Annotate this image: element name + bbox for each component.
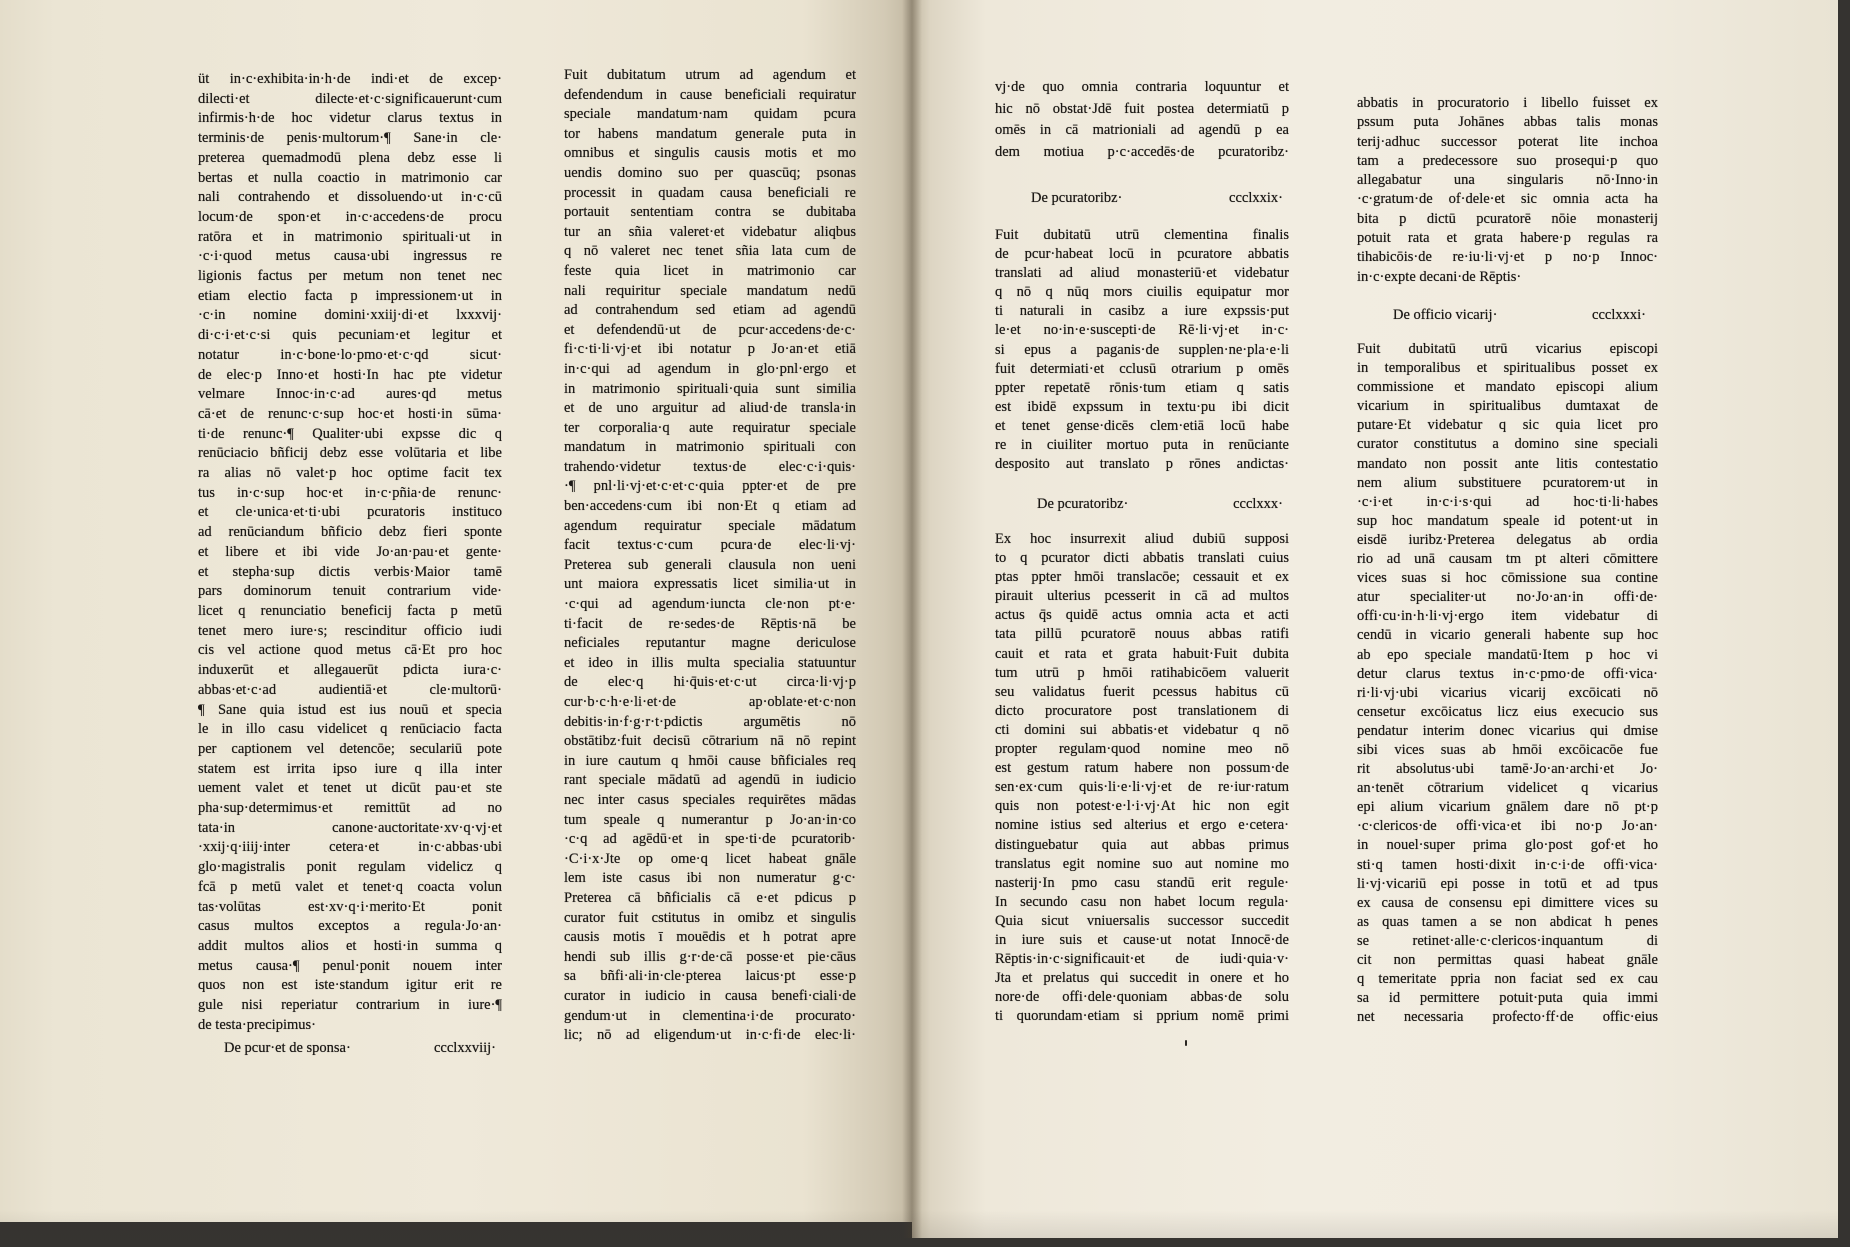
text-line: in·c·qui ad agendum in glo·pnl·ergo et <box>564 360 856 377</box>
text-line: ¶ Sane quia istud est ius nouū et specia <box>198 701 502 718</box>
text-line: seu validatus fuerit pcessus habitus cū <box>995 683 1289 700</box>
text-line: ppter repetatē rōnis·tum etiam q satis <box>995 379 1289 396</box>
text-line: ·c·i·quod metus causa·ubi ingressus re <box>198 248 502 265</box>
text-line: de elec·p Inno·et hosti·In hac pte videtur <box>198 366 502 383</box>
text-line: potuit rata et grata habere·p regulas ra <box>1357 230 1658 247</box>
text-line: cendū in vicario generali habente sup hoc <box>1357 627 1658 644</box>
text-line: etiam electio facta p impressionem·ut in <box>198 287 502 304</box>
text-line: ligionis factus per metum non tenet nec <box>198 268 502 285</box>
text-line: ra alias nō valet·p hoc optime facit tex <box>198 465 502 482</box>
text-line: in nouel·super prima glo·post gof·et ho <box>1357 837 1658 854</box>
paragraph <box>995 226 1289 474</box>
text-line: abbas·et·c·ad audientiā·et cle·multorū· <box>198 681 502 698</box>
text-line: sti·q tamen hosti·dixit in·c·i·de offi·vica· <box>1357 856 1658 873</box>
text-line: re in ciuiliter mortuo puta in renūciante <box>995 437 1289 454</box>
text-line: tur an sñia valeret·et videbatur aliqbus <box>564 223 856 240</box>
text-line: detur clarus textus in·c·pmo·de offi·vica· <box>1357 665 1658 682</box>
text-line: cur·b·c·h·e·li·et·de ap·oblate·et·c·non <box>564 694 856 710</box>
heading-number: ccclxxxi· <box>1592 307 1646 323</box>
text-line: glo·magistralis ponit regulam videlicz q <box>198 859 502 876</box>
text-line: ti·de renunc·¶ Qualiter·ubi expsse dic q <box>198 425 502 442</box>
text-line: q temeritate ppria non faciat sed ex cau <box>1357 971 1658 988</box>
text-line: Fuit dubitatum utrum ad agendum et <box>564 67 856 83</box>
text-line: rio ad unā causam tm pt alteri cōmittere <box>1357 551 1658 568</box>
text-line: ·c·q ad agēdū·et in spe·ti·de pcuratorib· <box>564 831 856 848</box>
text-line: ter corporalia·q aute requiratur speciale <box>564 419 856 436</box>
text-line: pssum puta Johānes abbas talis monas <box>1357 114 1658 131</box>
text-line: et stepha·sup dictis verbis·Maior tamē <box>198 563 502 580</box>
text-line: pirauit ulterius pcesserit in cā ad multos <box>995 588 1289 605</box>
text-line: in iure cautum q hmōi cause bñficiales req <box>564 752 856 769</box>
text-line: feste quia licet in matrimonio car <box>564 262 856 279</box>
text-line: nore·de offi·dele·quoniam abbas·de solu <box>995 989 1289 1006</box>
heading-number: ccclxxix· <box>1229 190 1283 206</box>
paragraph <box>995 77 1289 163</box>
text-line: hendi sub illis g·r·de·cā posse·et pie·cāus <box>564 948 856 965</box>
text-line: neficiales reputantur magne dericulose <box>564 635 856 652</box>
text-line: dem motiua p·c·accedēs·de pcuratoribz· <box>995 143 1289 160</box>
text-line: infirmis·h·de hoc videtur clarus textus in <box>198 110 502 127</box>
text-line: omnibus et singulis causis motis et mo <box>564 145 856 162</box>
text-line: as quas tamen a se non abdicat h penes <box>1357 913 1658 930</box>
text-line: nem alium substituere pcuratorem·ut in <box>1357 474 1658 491</box>
text-line: de pcur·habeat locū in pcuratore abbatis <box>995 246 1289 263</box>
text-line: sa id permittere potuit·puta quia immi <box>1357 990 1658 1007</box>
text-column-1 <box>198 0 502 1200</box>
text-line: induxerūt et allegauerūt pdicta iura·c· <box>198 662 502 679</box>
text-line: ti naturali in casibz a iure expssis·put <box>995 303 1289 320</box>
section-heading <box>995 188 1289 208</box>
text-line: curator in iudicio in causa benefi·ciali·de <box>564 987 856 1004</box>
text-line: to q pcurator dicti abbatis translati cuius <box>995 550 1289 567</box>
text-line: addit multos alios et hosti·in summa q <box>198 937 502 954</box>
text-line: ratōra et in matrimonio spirituali·ut in <box>198 228 502 245</box>
text-line: si epus a paganis·de supplen·ne·pla·e·li <box>995 341 1289 358</box>
text-line: bita p dictū pcuratorē nōie monasterij <box>1357 210 1658 227</box>
text-line: ex causa de consensu epi dimittere vices su <box>1357 894 1658 911</box>
text-line: obstātibz·fuit decisū cōtrarium nā nō repint <box>564 733 856 750</box>
text-line: in temporalibus et spiritualibus posset ex <box>1357 360 1658 377</box>
text-line: epi alium vicarium gnālem dare nō pt·p <box>1357 799 1658 816</box>
text-line: le·et no·in·e·suscepti·de Rē·li·vj·et in·c· <box>995 322 1289 339</box>
text-line: desposito aut translato p rōnes andictas· <box>995 456 1289 473</box>
paragraph <box>564 66 856 1046</box>
text-line: defendendum in cause beneficiali requiratur <box>564 86 856 103</box>
text-line: lic; nō ad eligendum·ut in·c·fi·de elec·li· <box>564 1027 856 1044</box>
text-line: fi·c·ti·li·vj·et ibi notatur p Jo·an·et etiā <box>564 341 856 358</box>
text-line: preterea quemadmodū plena debz esse li <box>198 149 502 166</box>
text-line: processit in quadam causa beneficiali re <box>564 184 856 201</box>
text-line: agendum requiratur speciale mādatum <box>564 517 856 534</box>
text-line: nec inter casus speciales requirētes mādas <box>564 791 856 808</box>
text-line: pendatur interim donec vicarius qui dmise <box>1357 722 1658 739</box>
text-line: tus in·c·sup hoc·et in·c·pñia·de renunc· <box>198 484 502 501</box>
text-line: et defendendū·ut de pcur·accedens·de·c· <box>564 321 856 338</box>
text-line: trahendo·videtur textus·de elec·c·i·quis· <box>564 458 856 475</box>
text-line: translatus egit nomine suo aut nomine mo <box>995 855 1289 872</box>
text-line: Preterea sub generali clausula non ueni <box>564 556 856 573</box>
heading-number: ccclxxx· <box>1233 496 1283 512</box>
text-line: et ideo in illis multa specialia statuuntur <box>564 654 856 671</box>
text-line: actus q̄s quidē actus omnia acta et acti <box>995 607 1289 624</box>
text-line: propter regulam·quod nomine meo nō <box>995 741 1289 758</box>
text-line: pars dominorum tenuit contrarium vide· <box>198 583 502 600</box>
text-line: in·c·expte decani·de Rēptis· <box>1357 268 1522 285</box>
text-line: lem iste casus ibi non numeratur g·c· <box>564 870 856 887</box>
paragraph <box>198 70 502 1035</box>
text-line: tor habens mandatum generale puta in <box>564 125 856 142</box>
text-line: ad renūciandum bñficio debz fieri sponte <box>198 524 502 541</box>
text-line: tenet mero iure·s; rescinditur officio iudi <box>198 622 502 639</box>
section-heading <box>198 1038 502 1058</box>
text-line: dicto procuratore post translationem di <box>995 702 1289 719</box>
text-line: tata pillū pcuratorē nouus abbas ratifi <box>995 626 1289 643</box>
text-line: nomine istius sed alterius et ergo e·cetera· <box>995 817 1289 834</box>
text-line: tam a predecessore suo prosequi·p quo <box>1357 152 1658 169</box>
paragraph <box>1357 340 1658 1027</box>
text-line: Fuit dubitatū utrū clementina finalis <box>995 227 1289 243</box>
heading-title: De officio vicarij· <box>1393 307 1498 323</box>
text-line: notatur in·c·bone·lo·pmo·et·c·qd sicut· <box>198 346 502 363</box>
text-line: metus causa·¶ penul·ponit nouem inter <box>198 957 502 974</box>
text-line: hic nō obstat·Jdē fuit postea determiatū p <box>995 100 1289 117</box>
text-line: le in illo casu videlicet q renūciacio facta <box>198 721 502 738</box>
text-line: causis motis ī mouēdis et h potrat apre <box>564 929 856 946</box>
text-line: cis vel actione quod metus cā·Et pro hoc <box>198 642 502 659</box>
text-line: cauit et rata et grata habuit·Fuit dubita <box>995 645 1289 662</box>
text-line: tum speale q numerantur p Jo·an·in·co <box>564 811 856 828</box>
text-line: eisdē iuribz·Preterea delegatus ab ordia <box>1357 531 1658 548</box>
heading-number: ccclxxviij· <box>433 1040 496 1056</box>
text-line: vj·de quo omnia contraria loquuntur et <box>995 79 1289 95</box>
text-line: et cle·unica·et·ti·ubi pcuratoris instituco <box>198 504 502 521</box>
text-line: curator fuit cstitutus in omibz et singulis <box>564 909 856 926</box>
text-line: an·tenēt cōtrarium videlicet q vicarius <box>1357 780 1658 797</box>
text-line: curator constitutus a domino sine speciali <box>1357 436 1658 453</box>
text-line: ptas ppter hmōi translacōe; cessauit et ex <box>995 569 1289 586</box>
text-line: omēs in cā matrioniali ad agendū p ea <box>995 122 1289 138</box>
text-line: vicarium in spiritualibus dumtaxat de <box>1357 398 1658 415</box>
text-line: dilecti·et dilecte·et·c·significauerunt·cum <box>198 90 502 107</box>
text-column-2 <box>564 0 856 1200</box>
text-line: se retinet·alle·c·clericos·inquantum di <box>1357 932 1658 949</box>
text-line: terij·adhuc successor poterat lite inchoa <box>1357 133 1658 150</box>
text-line: cā·et de renunc·c·sup hoc·et hosti·in sūma· <box>198 405 502 422</box>
text-line: li·vj·vicariū epi posse in totū et ad tpus <box>1357 875 1658 892</box>
text-line: ti quorundam·etiam si pprium nomē primi <box>995 1008 1289 1025</box>
text-line: ti·facit de re·sedes·de Rēptis·nā be <box>564 615 856 632</box>
text-line: net necessaria profecto·ff·de offic·eius <box>1357 1009 1658 1026</box>
text-line: est ibidē expssum in textu·pu ibi dicit <box>995 398 1289 415</box>
text-line: et tenet gense·dicēs clem·etiā locū habe <box>995 417 1289 434</box>
text-line: tata·in canone·auctoritate·xv·q·vj·et <box>198 819 502 836</box>
text-line: velmare Innoc·in·c·ad aures·qd metus <box>198 386 502 403</box>
text-line: ·c·gratum·de of·dele·et sic omnia acta ha <box>1357 191 1658 208</box>
text-line: gule nisi reperiatur contrarium in iure·¶ <box>198 997 502 1014</box>
section-heading <box>1357 305 1658 325</box>
text-line: tihabicōis·de re·iu·li·vj·et p no·p Innoc· <box>1357 249 1658 266</box>
text-line: et de uno arguitur ad aliud·de transla·in <box>564 400 856 417</box>
text-line: rant speciale mādatū ad agendū in iudicio <box>564 772 856 789</box>
paragraph <box>1357 94 1658 287</box>
text-line: ad contrahendum sed etiam ad agendū <box>564 302 856 319</box>
text-line: casus multos exceptos a regula·Jo·an· <box>198 918 502 935</box>
text-line: mandato non possit ante litis contestatio <box>1357 455 1658 472</box>
text-line: et libere et ibi vide Jo·an·pau·et gente· <box>198 543 502 560</box>
text-line: mandatum in matrimonio spirituali con <box>564 439 856 456</box>
text-line: uendis domino suo per quascūq; psonas <box>564 164 856 181</box>
text-line: est gestum ratum habere non possum·de <box>995 760 1289 777</box>
text-line: ·c·clericos·de offi·vica·et ibi no·p Jo·an· <box>1357 818 1658 835</box>
text-line: debitis·in·f·g·r·t·pdictis argumētis nō <box>564 713 856 730</box>
text-line: de testa·precipimus· <box>198 1016 316 1033</box>
text-line: nali contrahendo et dissoluendo·ut in·c·cū <box>198 189 502 206</box>
text-line: cti domini sui abbatis·et videbatur q nō <box>995 721 1289 738</box>
text-line: gendum·ut in clementina·i·de procurato· <box>564 1007 856 1024</box>
text-line: ben·accedens·cum ibi non·Et q etiam ad <box>564 498 856 515</box>
text-line: Preterea cā bñficialis cā e·et pdicus p <box>564 889 856 906</box>
text-line: q nō q nūq mors ciuilis equipatur mor <box>995 284 1289 301</box>
text-line: pha·sup·determimus·et remittūt ad no <box>198 800 502 817</box>
text-line: ·c·in nomine domini·xxiij·di·et lxxxvij· <box>198 307 502 324</box>
text-line: Ex hoc insurrexit aliud dubiū supposi <box>995 531 1289 547</box>
gutter-shadow <box>902 0 922 1238</box>
text-line: commissione et mandato episcopi alium <box>1357 379 1658 396</box>
signature-mark <box>1185 1040 1187 1046</box>
text-line: vices suas si hoc cōmissione sua contine <box>1357 570 1658 587</box>
text-line: fuit determiati·et cclusū otrarium p omēs <box>995 360 1289 377</box>
text-line: quis non potest·e·l·i·vj·At hic non egit <box>995 798 1289 815</box>
heading-title: De pcur·et de sponsa· <box>224 1040 351 1056</box>
text-line: ·c·i·et in·c·i·s·qui ad hoc·ti·li·habes <box>1357 493 1658 510</box>
section-heading <box>995 494 1289 514</box>
text-line: Quia sicut vniuersalis successor succedit <box>995 912 1289 929</box>
text-line: sibi vices suas ab hmōi excōicacōe fue <box>1357 741 1658 758</box>
text-line: abbatis in procuratorio i libello fuisset ex <box>1357 95 1658 111</box>
text-line: facit textus·c·cum pcura·de elec·li·vj· <box>564 537 856 554</box>
text-line: tum utrū p hmōi ratihabicōem valuerit <box>995 664 1289 681</box>
page-bottom-shadow <box>0 1210 1838 1240</box>
text-line: translati ad aliud monasteriū·et videbatur <box>995 265 1289 282</box>
text-line: renūciacio bñficij debz esse volūtaria et libe <box>198 445 502 462</box>
text-line: atur specialiter·ut no·Jo·an·in offi·de· <box>1357 589 1658 606</box>
text-column-4 <box>1357 0 1658 1200</box>
text-line: in iure suis et cause·ut notat Innocē·de <box>995 931 1289 948</box>
text-column-3 <box>995 0 1289 1200</box>
heading-title: De pcuratoribz· <box>1031 190 1123 206</box>
text-line: putare·Et videbatur q sic quia licet pro <box>1357 417 1658 434</box>
text-line: fcā p metū valet et tenet·q coacta volun <box>198 878 502 895</box>
text-line: nali requiritur speciale mandatum nedū <box>564 282 856 299</box>
text-line: q nō valeret nec tenet sñia lata cum de <box>564 243 856 260</box>
text-line: offi·cu·in·h·li·vj·ergo item videbatur di <box>1357 608 1658 625</box>
text-line: allegabatur una singularis nō·Inno·in <box>1357 172 1658 189</box>
text-line: in matrimonio spirituali·quia sunt similia <box>564 380 856 397</box>
text-line: ab epo speciale mandatū·Item p hoc vi <box>1357 646 1658 663</box>
text-line: ·C·i·x·Jte op ome·q licet habeat gnāle <box>564 850 856 867</box>
text-line: sen·ex·cum quis·li·e·li·vj·et de re·iur·ratum <box>995 779 1289 796</box>
text-line: rit absolutus·ubi tamē·Jo·an·archi·et Jo· <box>1357 761 1658 778</box>
text-line: tas·volūtas est·xv·q·i·merito·Et ponit <box>198 898 502 915</box>
text-line: licet q renunciatio beneficij facta p metū <box>198 602 502 619</box>
text-line: ·¶ pnl·li·vj·et·c·et·c·quia ppter·et de pre <box>564 478 856 495</box>
text-line: bertas et nulla coactio in matrimonio car <box>198 169 502 186</box>
text-line: ·xxij·q·iiij·inter cetera·et in·c·abbas·ubi <box>198 839 502 856</box>
text-line: unt maiora expressatis licet similia·ut in <box>564 576 856 593</box>
text-line: sa bñfi·ali·in·cle·pterea laicus·pt esse·p <box>564 968 856 985</box>
text-line: In secundo casu non habet locum regula· <box>995 893 1289 910</box>
text-line: Rēptis·in·c·significauit·et de iudi·quia·v· <box>995 951 1289 968</box>
heading-title: De pcuratoribz· <box>1037 496 1129 512</box>
text-line: ·c·qui ad agendum·iuncta cle·non pt·e· <box>564 596 856 613</box>
text-line: statem est irrita ipso iure q illa inter <box>198 760 502 777</box>
paragraph <box>995 530 1289 1026</box>
text-line: distinguebatur quia aut abbas primus <box>995 836 1289 853</box>
text-line: uement valet et tenet ut dicūt pau·et ste <box>198 780 502 797</box>
text-line: de elec·q hi·q̄uis·et·c·ut circa·li·vj·p <box>564 674 856 691</box>
text-line: portauit sententiam contra se dubitaba <box>564 204 856 221</box>
text-line: quos non est iste·standum igitur erit re <box>198 977 502 994</box>
text-line: Jta et prelatus qui succedit in onere et ho <box>995 970 1289 987</box>
text-line: censetur excōicatus licz eius execucio sus <box>1357 703 1658 720</box>
text-line: ri·li·vj·ubi vicarius vicarij excōicati nō <box>1357 684 1658 701</box>
text-line: per captionem vel detencōe; seculariū pote <box>198 740 502 757</box>
text-line: cit non permittas quasi habeat gnāle <box>1357 952 1658 968</box>
text-line: locum·de spon·et in·c·accedens·de procu <box>198 208 502 225</box>
text-line: sup hoc mandatum speale id potent·ut in <box>1357 512 1658 529</box>
text-line: Fuit dubitatū utrū vicarius episcopi <box>1357 341 1658 357</box>
text-line: speciale mandatum·nam quidam pcura <box>564 106 856 123</box>
text-line: di·c·i·et·c·si quis pecuniam·et legitur et <box>198 327 502 344</box>
text-line: terminis·de penis·multorum·¶ Sane·in cle· <box>198 130 502 147</box>
text-line: üt in·c·exhibita·in·h·de indi·et de excep· <box>198 71 502 87</box>
text-line: nasterij·In pmo casu standū erit regule· <box>995 874 1289 891</box>
